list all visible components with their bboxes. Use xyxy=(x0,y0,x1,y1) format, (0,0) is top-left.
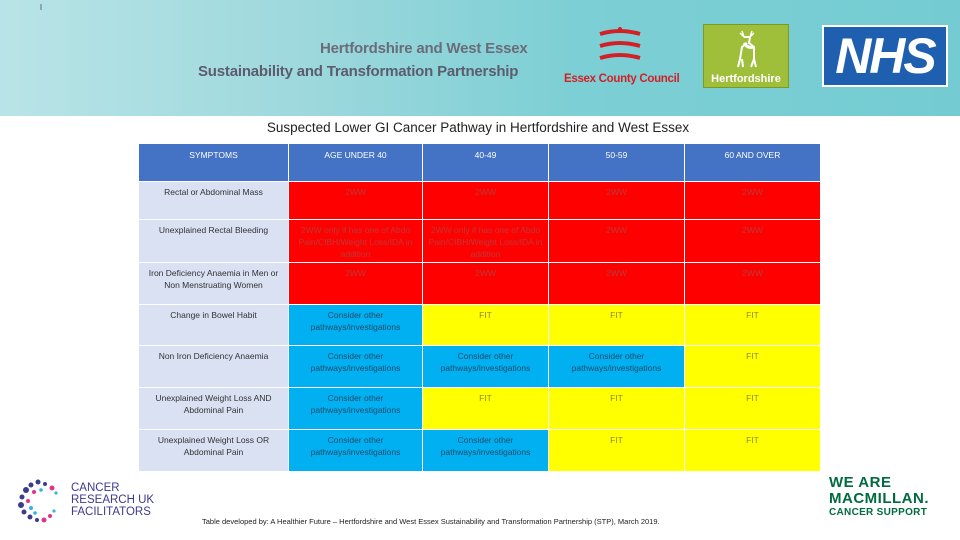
pathway-cell: FIT xyxy=(549,305,685,346)
pathway-cell: Consider other pathways/investigations xyxy=(289,305,423,346)
pathway-cell: Consider other pathways/investigations xyxy=(549,346,685,388)
symptom-cell: Change in Bowel Habit xyxy=(139,305,289,346)
pathway-cell: 2WW xyxy=(289,263,423,305)
table-row xyxy=(139,388,821,430)
pathway-cell: Consider other pathways/investigations xyxy=(423,430,549,472)
pathway-cell: 2WW xyxy=(685,263,821,305)
partnership-title-line1: Hertfordshire and West Essex xyxy=(320,40,528,57)
pathway-cell: 2WW xyxy=(289,182,423,220)
pathway-cell: FIT xyxy=(549,388,685,430)
pathway-cell: FIT xyxy=(423,388,549,430)
hart-stag-icon xyxy=(734,29,760,69)
header-age-60-and-over: 60 AND OVER xyxy=(685,144,821,182)
symptom-cell: Non Iron Deficiency Anaemia xyxy=(139,346,289,388)
pathway-cell: Consider other pathways/investigations xyxy=(289,346,423,388)
pathway-table xyxy=(138,143,821,472)
symptom-cell: Unexplained Rectal Bleeding xyxy=(139,220,289,263)
pathway-cell: Consider other pathways/investigations xyxy=(289,388,423,430)
cruk-dots-icon xyxy=(14,478,68,524)
cruk-logo-text: CANCER RESEARCH UK FACILITATORS xyxy=(71,482,155,518)
pathway-cell: FIT xyxy=(685,388,821,430)
header-symptoms: SYMPTOMS xyxy=(139,144,289,182)
header-age-40-49: 40-49 xyxy=(423,144,549,182)
pathway-cell: Consider other pathways/investigations xyxy=(423,346,549,388)
nhs-logo: NHS xyxy=(822,25,948,87)
pathway-cell: Consider other pathways/investigations xyxy=(289,430,423,472)
pathway-cell: FIT xyxy=(423,305,549,346)
symptom-cell: Unexplained Weight Loss AND Abdominal Pain xyxy=(139,388,289,430)
pathway-cell: 2WW xyxy=(549,182,685,220)
pathway-cell: 2WW xyxy=(549,220,685,263)
cruk-facilitators-logo xyxy=(14,478,164,524)
header-age-under-40: AGE UNDER 40 xyxy=(289,144,423,182)
pathway-cell: FIT xyxy=(549,430,685,472)
table-row xyxy=(139,182,821,220)
header-banner xyxy=(0,0,960,116)
pathway-cell: 2WW xyxy=(423,182,549,220)
pathway-cell: FIT xyxy=(685,305,821,346)
essex-seaxes-icon xyxy=(596,26,644,70)
essex-county-council-logo xyxy=(562,26,682,90)
hertfordshire-logo xyxy=(703,24,789,88)
macmillan-logo xyxy=(829,475,954,523)
banner-mark xyxy=(40,4,42,10)
symptom-cell: Rectal or Abdominal Mass xyxy=(139,182,289,220)
symptom-cell: Iron Deficiency Anaemia in Men or Non Menstruating Women xyxy=(139,263,289,305)
pathway-cell: 2WW xyxy=(685,182,821,220)
macmillan-line3: CANCER SUPPORT xyxy=(829,507,928,518)
table-row xyxy=(139,346,821,388)
pathway-cell: 2WW xyxy=(685,220,821,263)
pathway-cell: 2WW xyxy=(549,263,685,305)
header-age-50-59: 50-59 xyxy=(549,144,685,182)
partnership-title-line2: Sustainability and Transformation Partnership xyxy=(198,63,519,80)
herts-logo-text: Hertfordshire xyxy=(711,73,781,85)
pathway-cell: FIT xyxy=(685,346,821,388)
page-title: Suspected Lower GI Cancer Pathway in Hertfordshire and West Essex xyxy=(266,120,690,135)
symptom-cell: Unexplained Weight Loss OR Abdominal Pain xyxy=(139,430,289,472)
table-row xyxy=(139,305,821,346)
table-row xyxy=(139,263,821,305)
table-row xyxy=(139,430,821,472)
pathway-cell: FIT xyxy=(685,430,821,472)
macmillan-line1: WE ARE xyxy=(829,474,892,491)
table-credit: Table developed by: A Healthier Future – Hertfordshire and West Essex Sustainability and Transformation Partnership (STP), March 2019. xyxy=(202,517,660,526)
table-row xyxy=(139,220,821,263)
table-header-row xyxy=(139,144,821,182)
pathway-cell: 2WW only if has one of Abdo Pain/CIBH/Weight Loss/IDA in addition xyxy=(289,220,423,263)
pathway-cell: 2WW xyxy=(423,263,549,305)
essex-logo-text: Essex County Council xyxy=(564,73,680,85)
macmillan-line2: MACMILLAN. xyxy=(829,490,929,507)
pathway-cell: 2WW only if has one of Abdo Pain/CIBH/Weight Loss/IDA in addition xyxy=(423,220,549,263)
